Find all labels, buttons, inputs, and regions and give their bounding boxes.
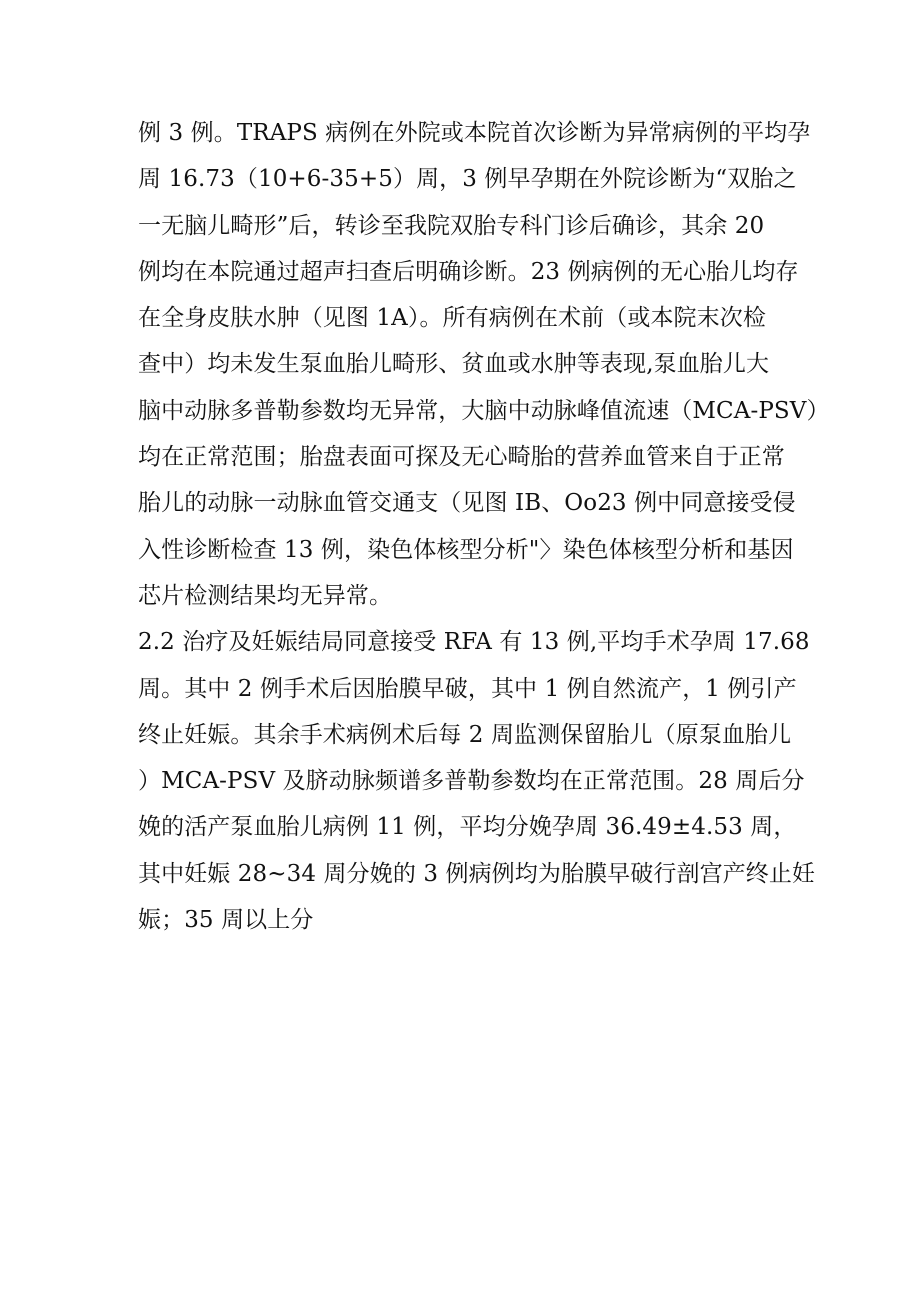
text-line: 例 3 例。TRAPS 病例在外院或本院首次诊断为异常病例的平均孕 <box>138 120 811 146</box>
text-line: 终止妊娠。其余手术病例术后每 2 周监测保留胎儿（原泵血胎儿 <box>138 721 792 748</box>
text-line: 其中妊娠 28~34 周分娩的 3 例病例均为胎膜早破行剖宫产终止妊 <box>138 860 816 887</box>
text-line: 脑中动脉多普勒参数均无异常，大脑中动脉峰值流速（MCA-PSV） <box>138 397 830 424</box>
document-body <box>138 110 830 943</box>
text-line: 娩的活产泵血胎儿病例 11 例，平均分娩孕周 36.49±4.53 周， <box>138 814 797 841</box>
text-line: 一无脑儿畸形”后，转诊至我院双胎专科门诊后确诊，其余 20 <box>138 212 765 239</box>
section-heading-line: 2.2 治疗及妊娠结局同意接受 RFA 有 13 例,平均手术孕周 17.68 <box>138 629 810 656</box>
paragraph-treatment-outcome <box>138 619 816 943</box>
text-line: 胎儿的动脉一动脉血管交通支（见图 IB、Oo23 例中同意接受侵 <box>138 490 796 517</box>
text-line: 周。其中 2 例手术后因胎膜早破，其中 1 例自然流产，1 例引产 <box>138 675 797 702</box>
text-line: 例均在本院通过超声扫查后明确诊断。23 例病例的无心胎儿均存 <box>138 258 799 285</box>
text-line: 在全身皮肤水肿（见图 1A）。所有病例在术前（或本院末次检 <box>138 305 766 332</box>
text-line: 周 16.73（10+6-35+5）周，3 例早孕期在外院诊断为“双胎之 <box>138 166 797 193</box>
text-line: ）MCA-PSV 及脐动脉频谱多普勒参数均在正常范围。28 周后分 <box>138 768 805 795</box>
text-line: 娠；35 周以上分 <box>138 907 314 934</box>
paragraph-case-summary <box>138 110 830 619</box>
text-line: 入性诊断检查 13 例，染色体核型分析"〉染色体核型分析和基因 <box>138 536 794 563</box>
text-line: 芯片检测结果均无异常。 <box>138 582 393 609</box>
text-line: 均在正常范围；胎盘表面可探及无心畸胎的营养血管来自于正常 <box>138 444 785 471</box>
text-line: 查中）均未发生泵血胎儿畸形、贫血或水肿等表现,泵血胎儿大 <box>138 351 770 378</box>
